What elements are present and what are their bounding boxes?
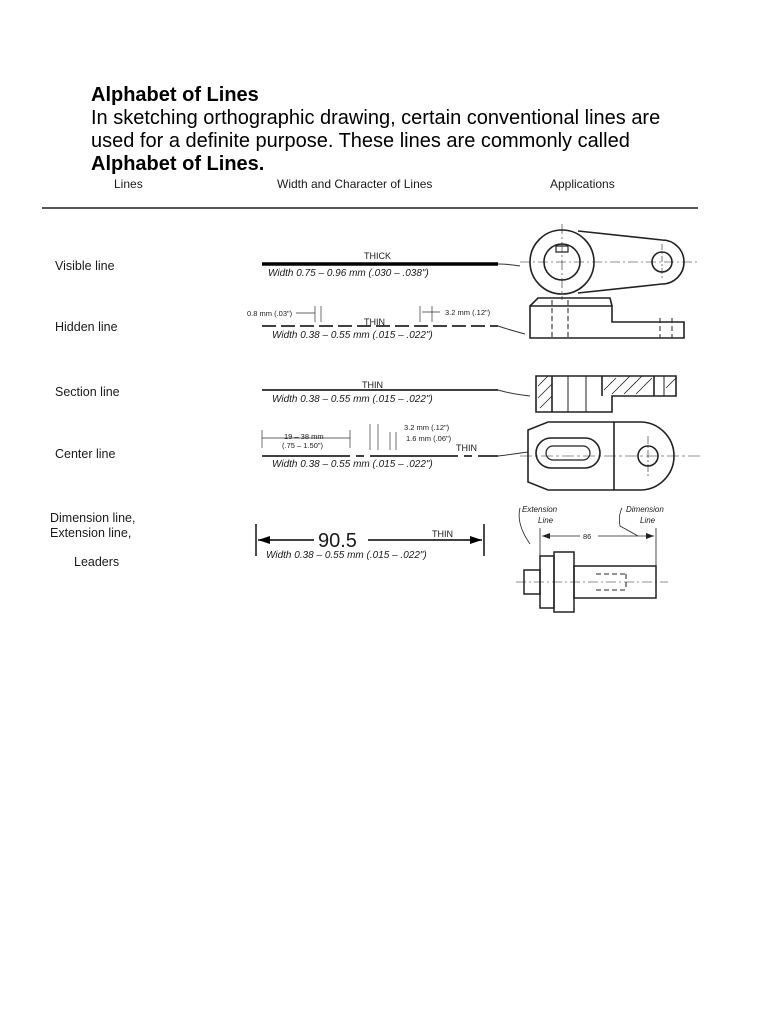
label-dimension-line: Dimension line, [50,511,136,525]
center-line-application [520,422,700,490]
application-dim-value: 86 [583,532,592,541]
label-leaders: Leaders [74,555,120,569]
dimension-weight: THIN [432,529,453,539]
header-lines: Lines [114,177,143,191]
section-weight: THIN [362,380,383,390]
dim-arrow-left [258,536,270,544]
extension-label-1: Extension [522,505,558,514]
section-title: Alphabet of Lines [91,84,259,106]
label-extension-line: Extension line, [50,526,132,540]
visible-width: Width 0.75 – 0.96 mm (.030 – .038") [268,268,429,279]
visible-line-application [520,224,700,300]
dimension-label-1: Dimension [626,505,664,514]
hidden-weight: THIN [364,317,385,327]
dimension-value: 90.5 [318,530,357,552]
label-hidden-line: Hidden line [55,320,118,334]
hidden-dash-dim: 3.2 mm (.12") [445,308,491,317]
intro-text: In sketching orthographic drawing, certain conventional lines are used for a definite purpose. These lines are commonly called [91,107,661,152]
label-visible-line: Visible line [55,259,115,273]
section-leader [498,390,530,396]
center-leader [498,452,528,456]
visible-leader [498,264,520,266]
extension-label-2: Line [538,516,554,525]
section-line-application [536,376,676,412]
hidden-leader [498,326,525,334]
dimension-line-application [516,505,668,612]
center-long-mm: 19 – 38 mm [284,432,324,441]
hidden-gap-dim: 0.8 mm (.03") [247,309,293,318]
dim-arrow-right [470,536,482,544]
dimension-label-2: Line [640,516,656,525]
visible-weight: THICK [364,251,391,261]
hidden-line-application [530,298,684,338]
hidden-width: Width 0.38 – 0.55 mm (.015 – .022") [272,330,433,341]
center-long-in: (.75 – 1.50") [282,441,324,450]
label-section-line: Section line [55,385,120,399]
section-width: Width 0.38 – 0.55 mm (.015 – .022") [272,394,433,405]
header-applications: Applications [550,177,615,191]
center-gap-dim: 3.2 mm (.12") [404,423,450,432]
header-width-character: Width and Character of Lines [277,177,433,191]
center-weight: THIN [456,443,477,453]
center-short-dim: 1.6 mm (.06") [406,434,452,443]
dimension-width: Width 0.38 – 0.55 mm (.015 – .022") [266,550,427,561]
intro-bold-term: Alphabet of Lines. [91,153,265,175]
label-center-line: Center line [55,447,116,461]
center-width: Width 0.38 – 0.55 mm (.015 – .022") [272,459,433,470]
